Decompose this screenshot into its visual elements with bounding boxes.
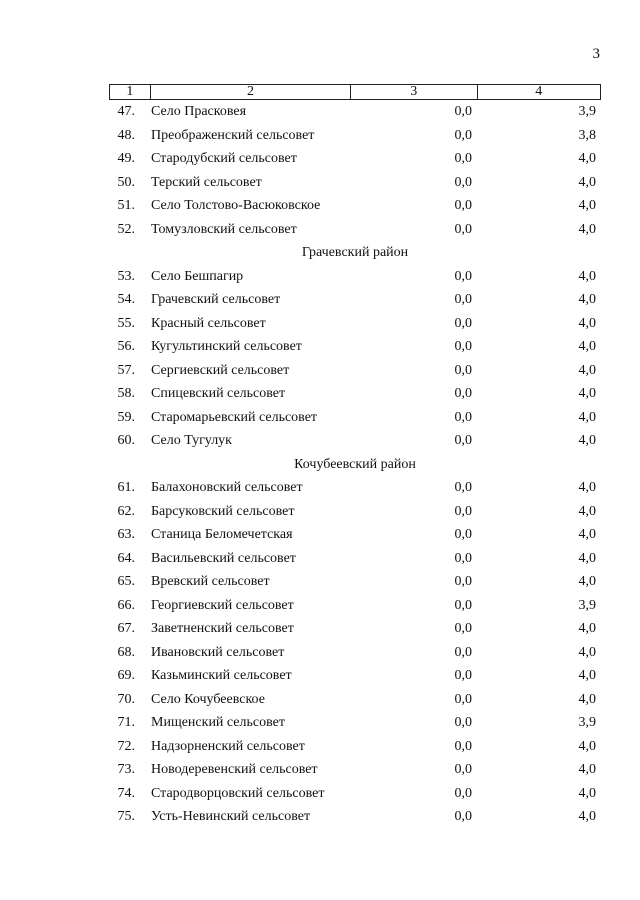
row-col3-value: 0,0 (454, 738, 472, 754)
row-number: 58. (117, 386, 135, 401)
row-name: Надзорненский сельсовет (151, 738, 305, 754)
row-col4-value: 3,9 (578, 597, 596, 613)
table-row (0, 782, 640, 806)
row-name: Старомарьевский сельсовет (151, 409, 318, 425)
row-col3-value: 0,0 (454, 550, 472, 566)
row-name: Георгиевский сельсовет (151, 597, 294, 613)
row-col3-value: 0,0 (454, 104, 472, 119)
row-col4-value: 4,0 (578, 644, 596, 660)
table-row (0, 547, 640, 571)
row-col3-value: 0,0 (454, 339, 472, 354)
row-col4-value: 4,0 (578, 292, 596, 307)
row-col4-value: 4,0 (578, 386, 596, 401)
row-col4-value: 4,0 (578, 762, 596, 777)
row-col4-value: 3,9 (578, 104, 596, 119)
row-col4-value: 3,8 (578, 127, 596, 143)
row-col3-value: 0,0 (454, 715, 472, 730)
table-row (0, 218, 640, 242)
row-col3-value: 0,0 (454, 527, 472, 542)
row-number: 55. (117, 315, 135, 331)
row-name: Село Толстово-Васюковское (151, 198, 321, 213)
row-col3-value: 0,0 (454, 221, 472, 237)
row-col4-value: 4,0 (578, 198, 596, 213)
row-col4-value: 3,9 (578, 715, 596, 730)
row-col4-value: 4,0 (578, 550, 596, 566)
row-col3-value: 0,0 (454, 691, 472, 707)
row-col3-value: 0,0 (454, 597, 472, 613)
row-name: Барсуковский сельсовет (151, 503, 295, 519)
row-name: Томузловский сельсовет (151, 221, 297, 237)
row-name: Преображенский сельсовет (151, 127, 315, 143)
row-name: Кугультинский сельсовет (151, 339, 302, 354)
row-col3-value: 0,0 (454, 574, 472, 589)
column-header-1: 1 (110, 85, 151, 99)
row-col3-value: 0,0 (454, 762, 472, 777)
row-col3-value: 0,0 (454, 292, 472, 307)
row-col3-value: 0,0 (454, 480, 472, 495)
row-number: 60. (117, 433, 135, 448)
row-col3-value: 0,0 (454, 268, 472, 284)
row-number: 64. (117, 550, 135, 566)
row-number: 53. (117, 268, 135, 284)
column-header-2: 2 (151, 85, 351, 99)
row-col3-value: 0,0 (454, 785, 472, 801)
column-header-4: 4 (535, 84, 543, 99)
table-row (0, 100, 640, 124)
section-heading (0, 453, 640, 477)
row-col3-value: 0,0 (454, 644, 472, 660)
row-name: Село Бешпагир (151, 268, 244, 284)
row-col4-value: 4,0 (578, 785, 596, 801)
row-name: Стародворцовский сельсовет (151, 785, 325, 801)
row-col3-value: 0,0 (454, 809, 472, 824)
row-col3-value: 0,0 (454, 198, 472, 213)
table-row (0, 265, 640, 289)
row-col3-value: 0,0 (454, 151, 472, 166)
row-col3-value: 0,0 (454, 503, 472, 519)
table-row (0, 194, 640, 218)
table-row (0, 288, 640, 312)
table-row (0, 594, 640, 618)
row-number: 75. (117, 809, 135, 824)
row-col4-value: 4,0 (578, 409, 596, 425)
row-number: 69. (117, 668, 135, 683)
row-number: 67. (117, 621, 135, 636)
row-name: Грачевский сельсовет (151, 292, 281, 307)
row-name: Станица Беломечетская (151, 527, 293, 542)
table-row (0, 147, 640, 171)
table-row (0, 171, 640, 195)
row-name: Ивановский сельсовет (151, 644, 285, 660)
row-col4-value: 4,0 (578, 527, 596, 542)
row-col4-value: 4,0 (578, 315, 596, 331)
table-row (0, 805, 640, 829)
table-row (0, 382, 640, 406)
row-col3-value: 0,0 (454, 386, 472, 401)
row-number: 71. (117, 715, 135, 730)
row-name: Усть-Невинский сельсовет (151, 809, 311, 824)
row-name: Спицевский сельсовет (151, 386, 286, 401)
table-row (0, 124, 640, 148)
table-row (0, 758, 640, 782)
row-number: 68. (117, 644, 135, 660)
row-col4-value: 4,0 (578, 809, 596, 824)
column-header-row (109, 84, 601, 100)
row-col4-value: 4,0 (578, 268, 596, 284)
table-row (0, 641, 640, 665)
row-number: 72. (117, 738, 135, 754)
row-col4-value: 4,0 (578, 151, 596, 166)
row-col3-value: 0,0 (454, 127, 472, 143)
row-number: 52. (117, 221, 135, 237)
row-col4-value: 4,0 (578, 221, 596, 237)
row-col4-value: 4,0 (578, 362, 596, 378)
row-number: 70. (117, 691, 135, 707)
row-col4-value: 4,0 (578, 691, 596, 707)
row-col4-value: 4,0 (578, 738, 596, 754)
table-row (0, 312, 640, 336)
row-col3-value: 0,0 (454, 362, 472, 378)
row-name: Балахоновский сельсовет (151, 480, 303, 495)
row-col4-value: 4,0 (578, 668, 596, 683)
table-row (0, 711, 640, 735)
table-row (0, 617, 640, 641)
table-row (0, 335, 640, 359)
row-col3-value: 0,0 (454, 433, 472, 448)
page-number: 3 (592, 46, 600, 62)
row-col3-value: 0,0 (454, 409, 472, 425)
row-number: 57. (117, 362, 135, 378)
row-number: 73. (117, 762, 135, 777)
column-header-3: 3 (351, 85, 477, 99)
table-body (0, 100, 640, 829)
table-row (0, 570, 640, 594)
row-name: Село Прасковея (151, 104, 247, 119)
row-name: Терский сельсовет (151, 174, 262, 190)
row-col3-value: 0,0 (454, 174, 472, 190)
table-row (0, 359, 640, 383)
row-name: Село Тугулук (151, 433, 232, 448)
row-name: Мищенский сельсовет (151, 715, 285, 730)
row-col3-value: 0,0 (454, 621, 472, 636)
table-row (0, 406, 640, 430)
row-col4-value: 4,0 (578, 574, 596, 589)
row-number: 74. (117, 785, 135, 801)
row-number: 47. (117, 104, 135, 119)
row-number: 51. (117, 198, 135, 213)
row-name: Казьминский сельсовет (151, 668, 292, 683)
table-row (0, 500, 640, 524)
table-row (0, 664, 640, 688)
table-row (0, 476, 640, 500)
row-col4-value: 4,0 (578, 433, 596, 448)
section-heading-text: Грачевский район (301, 245, 409, 260)
row-col4-value: 4,0 (578, 339, 596, 354)
table-row (0, 523, 640, 547)
row-name: Красный сельсовет (151, 315, 266, 331)
row-number: 56. (117, 339, 135, 354)
row-col4-value: 4,0 (578, 174, 596, 190)
row-number: 62. (117, 503, 135, 519)
row-number: 61. (117, 480, 135, 495)
row-col4-value: 4,0 (578, 480, 596, 495)
row-name: Заветненский сельсовет (151, 621, 294, 636)
section-heading-text: Кочубеевский район (294, 456, 416, 472)
row-col3-value: 0,0 (454, 668, 472, 683)
row-name: Васильевский сельсовет (151, 550, 296, 566)
row-name: Село Кочубеевское (151, 691, 265, 707)
row-number: 50. (117, 174, 135, 190)
table-row (0, 429, 640, 453)
row-name: Сергиевский сельсовет (151, 362, 290, 378)
row-name: Вревский сельсовет (151, 574, 270, 589)
row-number: 63. (117, 527, 135, 542)
row-number: 54. (117, 292, 135, 307)
row-name: Стародубский сельсовет (151, 151, 297, 166)
row-number: 59. (117, 409, 135, 425)
table-row (0, 688, 640, 712)
row-col3-value: 0,0 (454, 315, 472, 331)
row-number: 48. (117, 127, 135, 143)
table-row (0, 735, 640, 759)
row-number: 49. (117, 151, 135, 166)
row-col4-value: 4,0 (578, 621, 596, 636)
section-heading (0, 241, 640, 265)
row-name: Новодеревенский сельсовет (151, 762, 318, 777)
row-col4-value: 4,0 (578, 503, 596, 519)
row-number: 66. (117, 597, 135, 613)
row-number: 65. (117, 574, 135, 589)
